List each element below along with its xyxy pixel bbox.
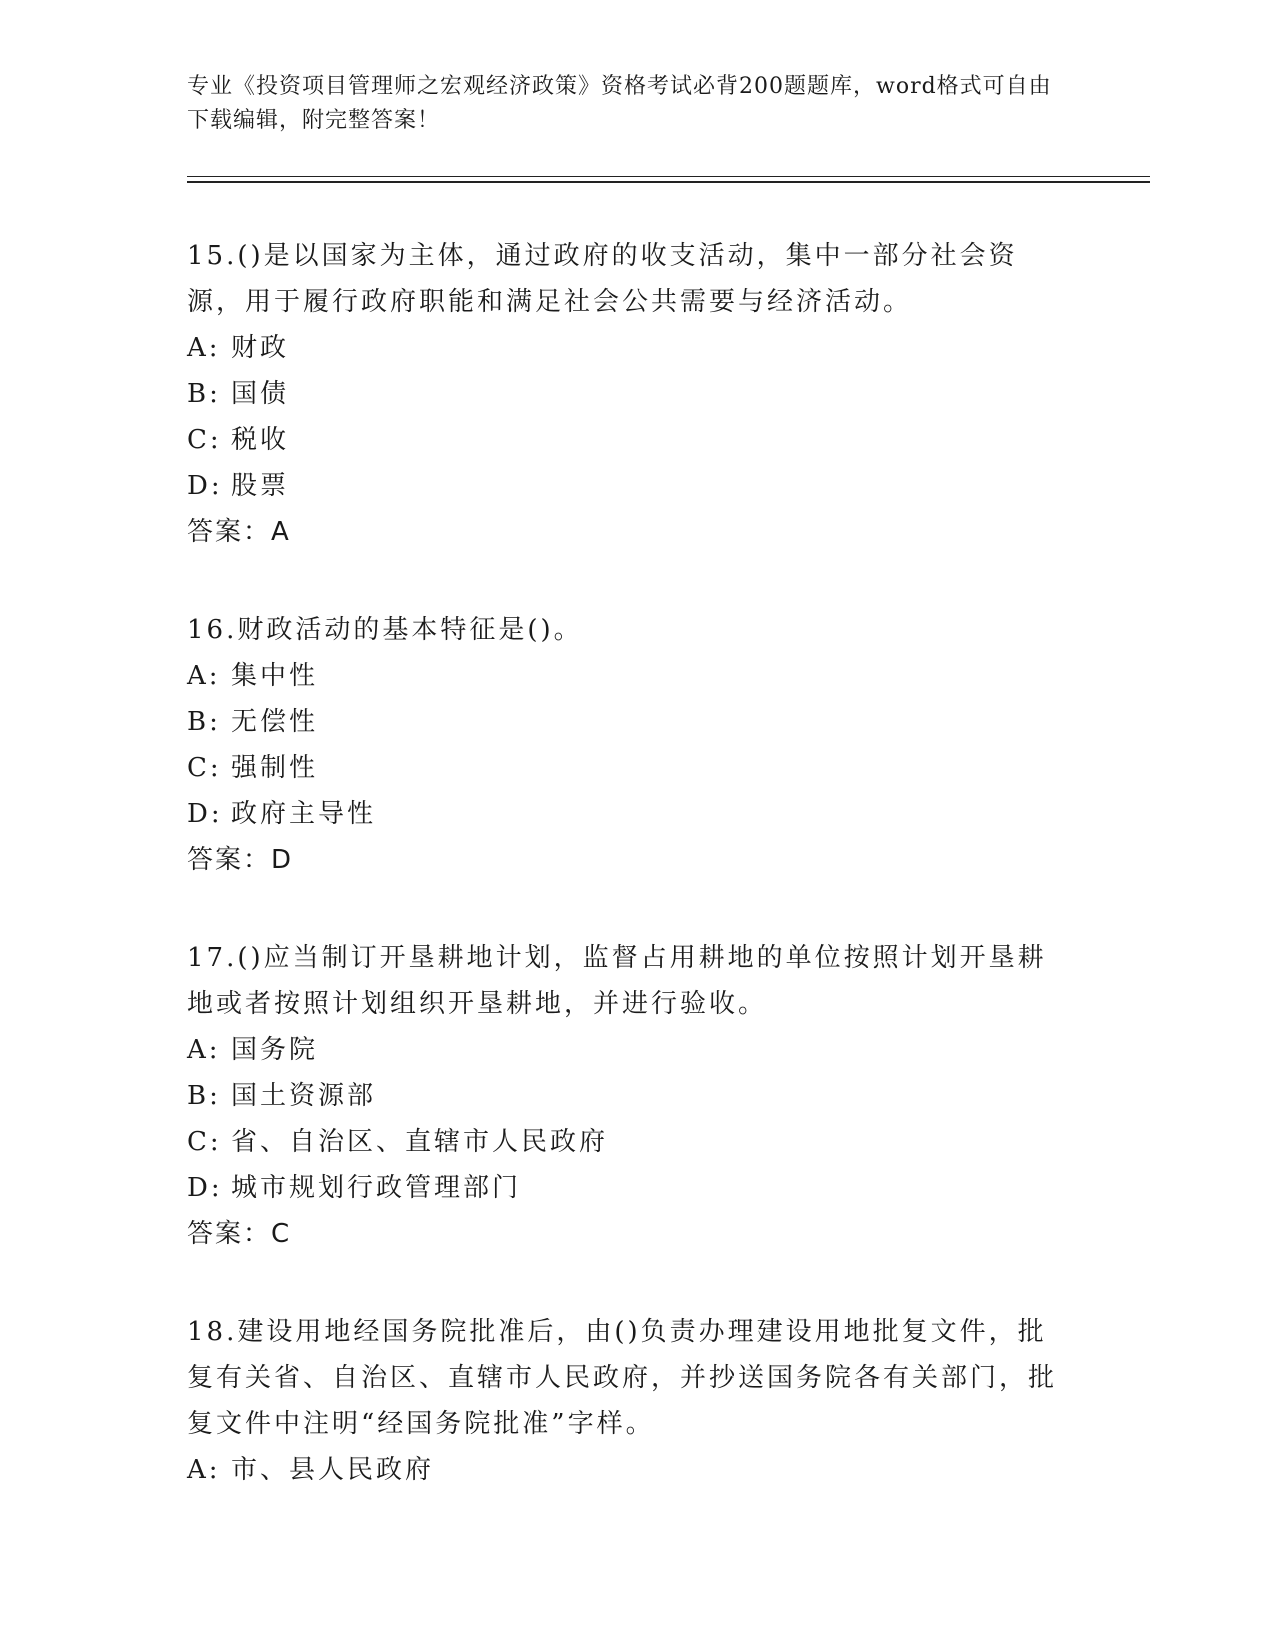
option-c [187, 1119, 1147, 1165]
question-18 [187, 1309, 1147, 1493]
option-a [187, 653, 1147, 699]
answer-line: 答案：D [187, 845, 294, 875]
question-text: 16.财政活动的基本特征是()。 [187, 615, 583, 645]
option-text: 集中性 [231, 661, 319, 691]
document-header: 专业《投资项目管理师之宏观经济政策》资格考试必背200题题库，word格式可自由下载编辑，附完整答案！ [187, 74, 1052, 133]
document-page [187, 70, 1147, 1493]
option-b [187, 371, 1147, 417]
option-letter: B: [187, 707, 221, 737]
option-letter: C: [187, 753, 222, 783]
option-b [187, 1073, 1147, 1119]
option-c [187, 417, 1147, 463]
question-17 [187, 935, 1147, 1257]
question-15 [187, 233, 1147, 555]
option-b [187, 699, 1147, 745]
question-list [187, 233, 1147, 1493]
option-text: 强制性 [231, 753, 319, 783]
option-a [187, 325, 1147, 371]
question-text: 18.建设用地经国务院批准后，由()负责办理建设用地批复文件，批复有关省、自治区、直辖市人民政府，并抄送国务院各有关部门，批复文件中注明“经国务院批准”字样。 [187, 1317, 1058, 1439]
option-text: 国土资源部 [231, 1081, 377, 1111]
option-text: 城市规划行政管理部门 [231, 1173, 522, 1203]
option-letter: A: [187, 661, 221, 691]
option-c [187, 745, 1147, 791]
option-a [187, 1447, 1147, 1493]
option-text: 省、自治区、直辖市人民政府 [231, 1127, 609, 1157]
divider-thick [187, 181, 1150, 183]
header-divider [187, 176, 1150, 183]
option-d [187, 1165, 1147, 1211]
option-text: 财政 [231, 333, 290, 363]
option-d [187, 791, 1147, 837]
option-text: 无偿性 [231, 707, 319, 737]
option-letter: D: [187, 799, 223, 829]
option-d [187, 463, 1147, 509]
option-letter: D: [187, 471, 223, 501]
option-text: 市、县人民政府 [231, 1455, 435, 1485]
answer-line: 答案：A [187, 517, 291, 547]
option-text: 税收 [231, 425, 290, 455]
divider-thin [187, 176, 1150, 177]
option-text: 国务院 [231, 1035, 319, 1065]
option-letter: B: [187, 379, 221, 409]
option-letter: B: [187, 1081, 221, 1111]
option-letter: D: [187, 1173, 223, 1203]
option-letter: C: [187, 425, 222, 455]
option-a [187, 1027, 1147, 1073]
option-letter: A: [187, 1455, 221, 1485]
option-text: 股票 [231, 471, 290, 501]
question-16 [187, 607, 1147, 883]
option-letter: A: [187, 333, 221, 363]
answer-line: 答案：C [187, 1219, 292, 1249]
option-letter: C: [187, 1127, 222, 1157]
option-text: 政府主导性 [231, 799, 377, 829]
question-text: 15.()是以国家为主体，通过政府的收支活动，集中一部分社会资源，用于履行政府职能和满足社会公共需要与经济活动。 [187, 241, 1018, 317]
question-text: 17.()应当制订开垦耕地计划，监督占用耕地的单位按照计划开垦耕地或者按照计划组织开垦耕地，并进行验收。 [187, 943, 1047, 1019]
option-letter: A: [187, 1035, 221, 1065]
option-text: 国债 [231, 379, 290, 409]
